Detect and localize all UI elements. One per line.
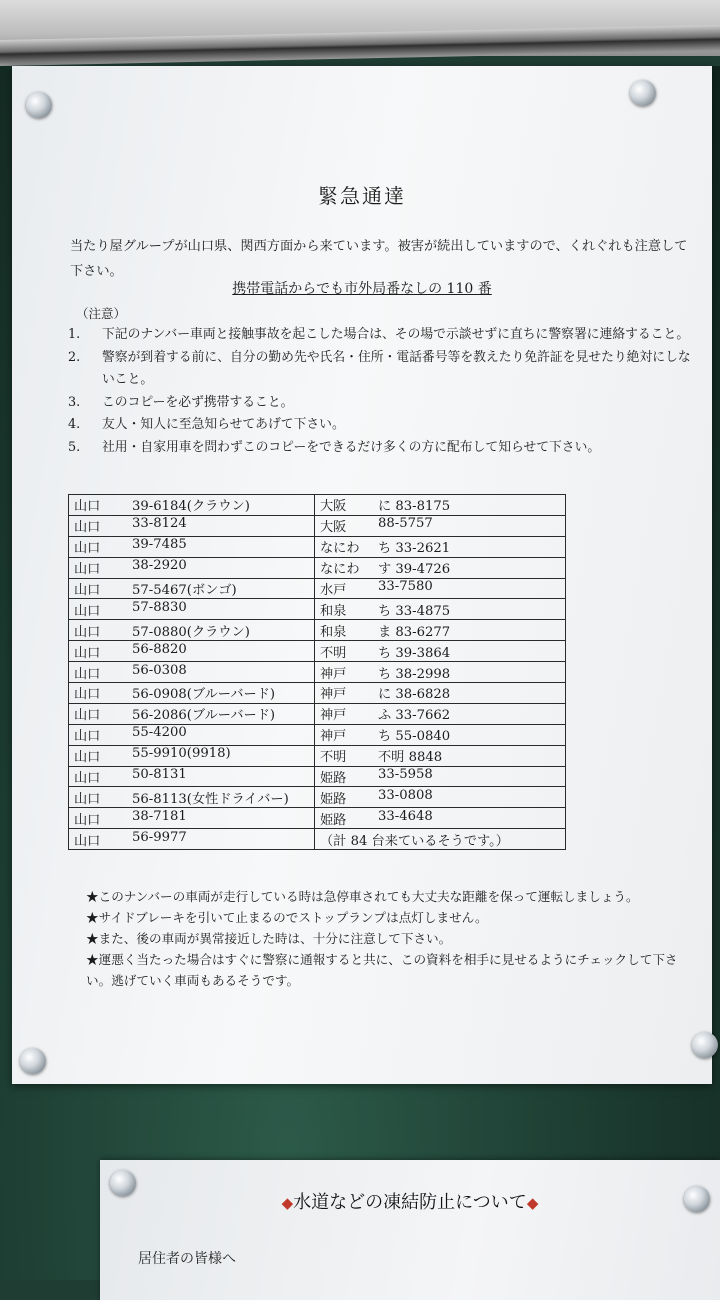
plate-cell [69,578,315,599]
plate-region: 姫路 [320,791,347,807]
plate-region: 山口 [74,708,101,724]
plate-region: 山口 [74,645,101,661]
plate-cell [69,829,315,850]
plate-row [69,808,566,829]
plate-cell [315,703,566,724]
advice-line: ★また、後の車両が異常接近した時は、十分に注意して下さい。 [86,931,452,946]
plate-region: 山口 [74,791,101,807]
plate-region: 不明 [320,645,347,661]
plate-number: 56-0908(ブルーバード) [132,687,276,703]
plate-cell [315,766,566,787]
plate-region: 和泉 [320,624,347,640]
plate-cell [69,557,315,578]
plate-number: 56-8113(女性ドライバー) [132,791,289,807]
plate-number: 56-2086(ブルーバード) [132,708,276,724]
caution-item: 2. 警察が到着する前に、自分の勤め先や氏名・住所・電話番号等を教えたり免許証を見せたり絶対にしないこと。 [68,349,691,387]
plate-row [69,641,566,662]
plate-row [69,662,566,683]
plate-row [69,766,566,787]
plate-number: に 38-6828 [378,687,451,703]
plate-region: 神戸 [320,687,347,703]
plate-row [69,745,566,766]
plate-cell [69,787,315,808]
emergency-notice-paper [12,66,712,1084]
plate-cell [315,745,566,766]
advice-line: ★運悪く当たった場合はすぐに警察に通報すると共に、この資料を相手に見せるようにチェックして下さい。逃げていく車両もあるそうです。 [86,952,678,988]
plate-cell [69,745,315,766]
plate-row [69,599,566,620]
plate-cell [315,515,566,536]
plate-cell [315,808,566,829]
plate-number: 55-9910(9918) [132,746,231,762]
pushpin-icon [692,1032,718,1058]
plate-number: ち 33-2621 [378,541,451,557]
plate-number: 56-8820 [132,641,187,657]
plate-number: 39-7485 [132,537,187,553]
pushpin-icon [630,80,656,106]
plate-number: に 83-8175 [378,499,451,515]
plate-region: 山口 [74,624,101,640]
plate-cell [69,662,315,683]
plate-number: 33-4648 [378,808,433,824]
plate-number: 57-0880(クラウン) [132,624,250,640]
plate-cell [315,787,566,808]
plate-table [68,494,566,850]
plate-number: 50-8131 [132,767,187,783]
plate-number: 39-6184(クラウン) [132,499,250,515]
plate-number: 57-5467(ボンゴ) [132,583,237,598]
plate-number: ふ 33-7662 [378,708,451,724]
plate-cell [315,495,566,516]
advice-line: ★サイドブレーキを引いて止まるのでストップランプは点灯しません。 [86,910,488,925]
plate-region: 和泉 [320,603,347,619]
plate-number: す 39-4726 [378,562,451,578]
diamond-icon: ◆ [281,1194,294,1212]
plate-region: 山口 [74,520,101,536]
plate-region: 水戸 [320,583,347,598]
notice-intro: 当たり屋グループが山口県、関西方面から来ています。被害が続出していますので、くれぐれも注意して下さい。 [70,239,688,279]
plate-region: 大阪 [320,499,347,515]
diamond-icon: ◆ [526,1194,539,1212]
plate-region: 山口 [74,562,101,578]
pushpin-icon [20,1048,46,1074]
plate-region: 山口 [74,541,101,557]
plate-number: 55-4200 [132,725,187,741]
plate-region: 山口 [74,687,101,703]
plate-region: 神戸 [320,708,347,724]
plate-row [69,683,566,704]
plate-cell [315,683,566,704]
plate-row [69,829,566,850]
plate-number: ち 38-2998 [378,666,451,682]
advice-line: ★このナンバーの車両が走行している時は急停車されても大丈夫な距離を保って運転しましょう。 [86,889,639,904]
caution-heading: （注意） [76,306,127,321]
freeze-notice-title: ◆水道などの凍結防止について◆ [281,1192,539,1213]
plate-cell [69,683,315,704]
plate-row [69,536,566,557]
plate-row [69,724,566,745]
plate-cell [315,578,566,599]
plate-cell [315,724,566,745]
plate-cell [69,724,315,745]
plate-region: 山口 [74,812,101,828]
plate-region: 不明 [320,750,347,766]
plate-cell [69,808,315,829]
plate-cell [69,536,315,557]
caution-item: 4. 友人・知人に至急知らせてあげて下さい。 [68,417,345,432]
plate-region: 山口 [74,833,101,849]
plate-region: 姫路 [320,771,347,787]
plate-row [69,515,566,536]
plate-row [69,703,566,724]
plate-number: 不明 8848 [378,750,443,766]
hotline-text: 携帯電話からでも市外局番なしの 110 番 [232,281,492,297]
plate-region: 姫路 [320,812,347,828]
plate-region: なにわ [320,541,360,557]
plate-row [69,787,566,808]
advice-footer [86,886,696,991]
plate-number: 56-0308 [132,662,187,678]
plate-row [69,578,566,599]
plate-number: ち 39-3864 [378,645,451,661]
plate-number: 57-8830 [132,599,187,615]
plate-cell [69,703,315,724]
plate-cell [315,536,566,557]
plate-cell [69,599,315,620]
caution-list [68,324,700,459]
plate-region: 山口 [74,771,101,787]
plate-cell [69,620,315,641]
plate-cell [315,557,566,578]
plate-row [69,495,566,516]
plate-number: ま 83-6277 [378,624,451,640]
plate-row [69,620,566,641]
plate-cell [69,495,315,516]
plate-cell [315,829,566,850]
plate-region: 山口 [74,603,101,619]
plate-region: 山口 [74,666,101,682]
addressee: 居住者の皆様へ [138,1251,236,1267]
plate-row [69,557,566,578]
plate-cell [69,766,315,787]
plate-number: 56-9977 [132,829,187,845]
notice-title: 緊急通達 [318,184,406,208]
caution-item: 3. このコピーを必ず携帯すること。 [68,394,294,410]
plate-number: ち 55-0840 [378,729,451,745]
pushpin-icon [26,92,52,118]
plate-region: 神戸 [320,666,347,682]
plate-cell [315,620,566,641]
plate-number: 33-7580 [378,579,433,594]
plate-region: 山口 [74,729,101,745]
plate-region: 大阪 [320,520,347,536]
plate-cell [315,662,566,683]
plate-cell [315,641,566,662]
caution-item: 1. 下記のナンバー車両と接触事故を起こした場合は、その場で示談せずに直ちに警察署に連絡すること。 [68,327,690,342]
plate-region: 山口 [74,499,101,515]
caution-item: 5. 社用・自家用車を問わずこのコピーをできるだけ多くの方に配布して知らせて下さい。 [68,439,601,455]
plate-number: （計 84 台来ているそうです。） [320,833,509,849]
plate-region: 神戸 [320,729,347,745]
plate-cell [315,599,566,620]
plate-number: 88-5757 [378,516,433,532]
plate-number: 33-0808 [378,787,433,803]
plate-region: 山口 [74,750,101,766]
plate-number: ち 33-4875 [378,603,451,619]
plate-number: 33-5958 [378,767,433,783]
plate-number: 38-2920 [132,558,187,574]
plate-number: 33-8124 [132,516,187,532]
plate-region: 山口 [74,583,101,598]
plate-cell [69,641,315,662]
freeze-notice-paper [100,1160,720,1300]
plate-number: 38-7181 [132,808,187,824]
plate-cell [69,515,315,536]
plate-region: なにわ [320,562,360,578]
